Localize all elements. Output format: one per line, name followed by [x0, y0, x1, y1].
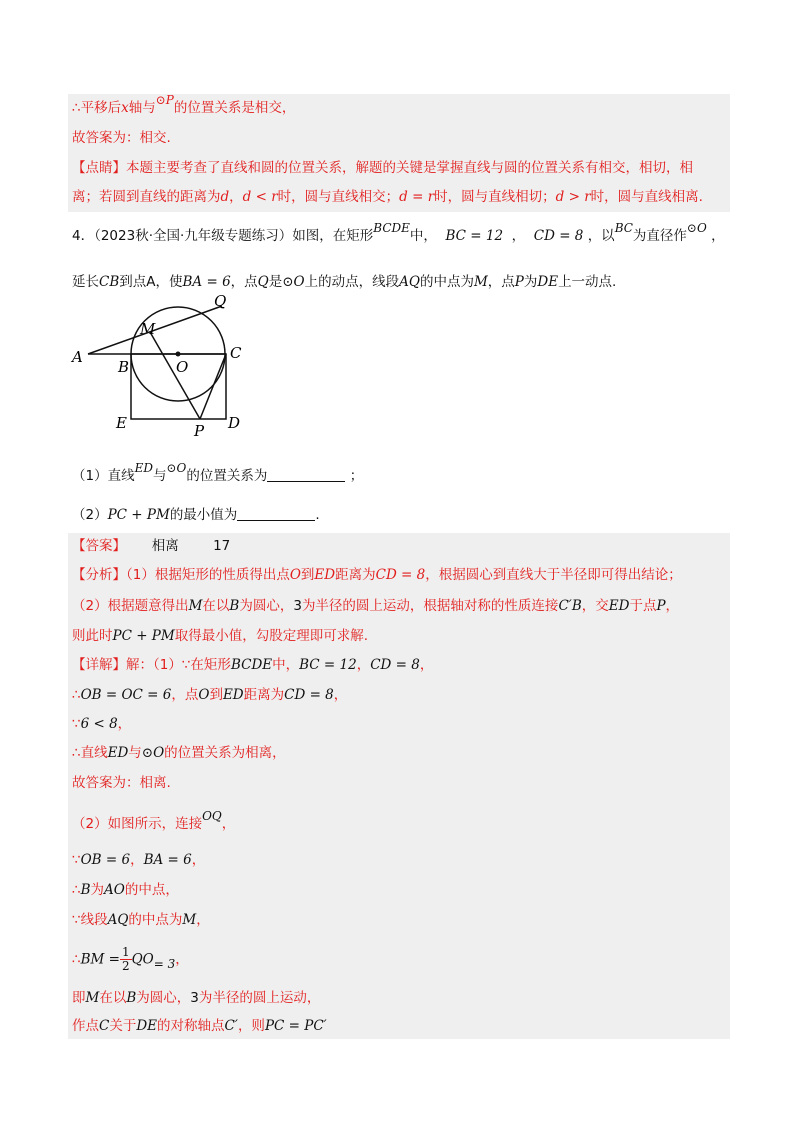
- label-q: Q: [214, 292, 227, 310]
- key-point-line-2: 离；若圆到直线的距离为d，d < r时，圆与直线相交；d = r时，圆与直线相切；d > r时，圆与直线相离.: [72, 189, 703, 205]
- detail-line-12: 作点C关于DE的对称轴点C′，则PC = PC′: [72, 1018, 327, 1034]
- detail-line-3: ∵6 < 8，: [72, 716, 132, 732]
- detail-line-1: 【详解】解：（1）∵在矩形BCDE中，BC = 12，CD = 8，: [72, 657, 434, 673]
- detail-line-5: 故答案为：相离.: [72, 775, 171, 791]
- label-d: D: [228, 414, 241, 432]
- detail-line-11: 即M在以B为圆心，3为半径的圆上运动，: [72, 990, 321, 1006]
- answer-blank-1[interactable]: [267, 467, 345, 482]
- top-line-1: ∴平移后x轴与⊙P的位置关系是相交，: [72, 93, 296, 116]
- answer-line: 【答案】 相离 17: [72, 538, 231, 554]
- detail-line-7: ∵OB = 6，BA = 6，: [72, 852, 206, 868]
- detail-line-2: ∴OB = OC = 6，点O到ED距离为CD = 8，: [72, 687, 348, 703]
- detail-line-8: ∴B为AO的中点，: [72, 882, 179, 898]
- detail-line-6: （2）如图所示，连接OQ，: [72, 809, 236, 832]
- detail-line-9: ∵线段AQ的中点为M，: [72, 912, 210, 928]
- fraction-half: $\frac{1}{2}$: [121, 945, 130, 973]
- analysis-line-1: 【分析】（1）根据矩形的性质得出点O到ED距离为CD = 8，根据圆心到直线大于半径即可得出结论；: [72, 567, 682, 583]
- problem-line-2: 延长CB到点A，使BA = 6，点Q是⊙O上的动点，线段AQ的中点为M，点P为DE上一动点.: [72, 274, 617, 290]
- answer-2: 17: [213, 538, 231, 554]
- answer-1: 相离: [151, 538, 179, 554]
- detail-line-10: ∴BM = $\frac{1}{2}$ QO= 3，: [72, 945, 189, 973]
- question-1: （1）直线ED与⊙O的位置关系为 ；: [72, 461, 364, 484]
- label-a: A: [72, 348, 83, 366]
- label-m: M: [140, 320, 156, 338]
- label-b: B: [118, 358, 130, 376]
- analysis-line-3: 则此时PC + PM取得最小值，勾股定理即可求解.: [72, 628, 369, 644]
- segment-mp: [150, 332, 200, 419]
- label-o: O: [176, 358, 189, 376]
- top-line-2: 故答案为：相交.: [72, 130, 171, 146]
- label-c: C: [230, 344, 242, 362]
- key-point-line-1: 【点睛】本题主要考查了直线和圆的位置关系，解题的关键是掌握直线与圆的位置关系有相交，相切，相: [72, 160, 693, 176]
- detail-line-4: ∴直线ED与⊙O的位置关系为相离，: [72, 745, 286, 761]
- center-dot: [176, 352, 181, 357]
- segment-pc: [200, 354, 226, 419]
- analysis-line-2: （2）根据题意得出M在以B为圆心，3为半径的圆上运动，根据轴对称的性质连接C′B，交ED于点P，: [72, 598, 680, 614]
- label-e: E: [116, 414, 127, 432]
- question-2: （2）PC + PM的最小值为 .: [72, 507, 320, 523]
- answer-blank-2[interactable]: [237, 506, 315, 521]
- problem-line-1: 4．（2023秋·全国·九年级专题练习）如图，在矩形BCDE中， BC = 12 ， CD = 8 ，以BC为直径作⊙O ，: [72, 221, 725, 244]
- geometry-figure: [60, 292, 260, 442]
- label-p: P: [194, 422, 205, 440]
